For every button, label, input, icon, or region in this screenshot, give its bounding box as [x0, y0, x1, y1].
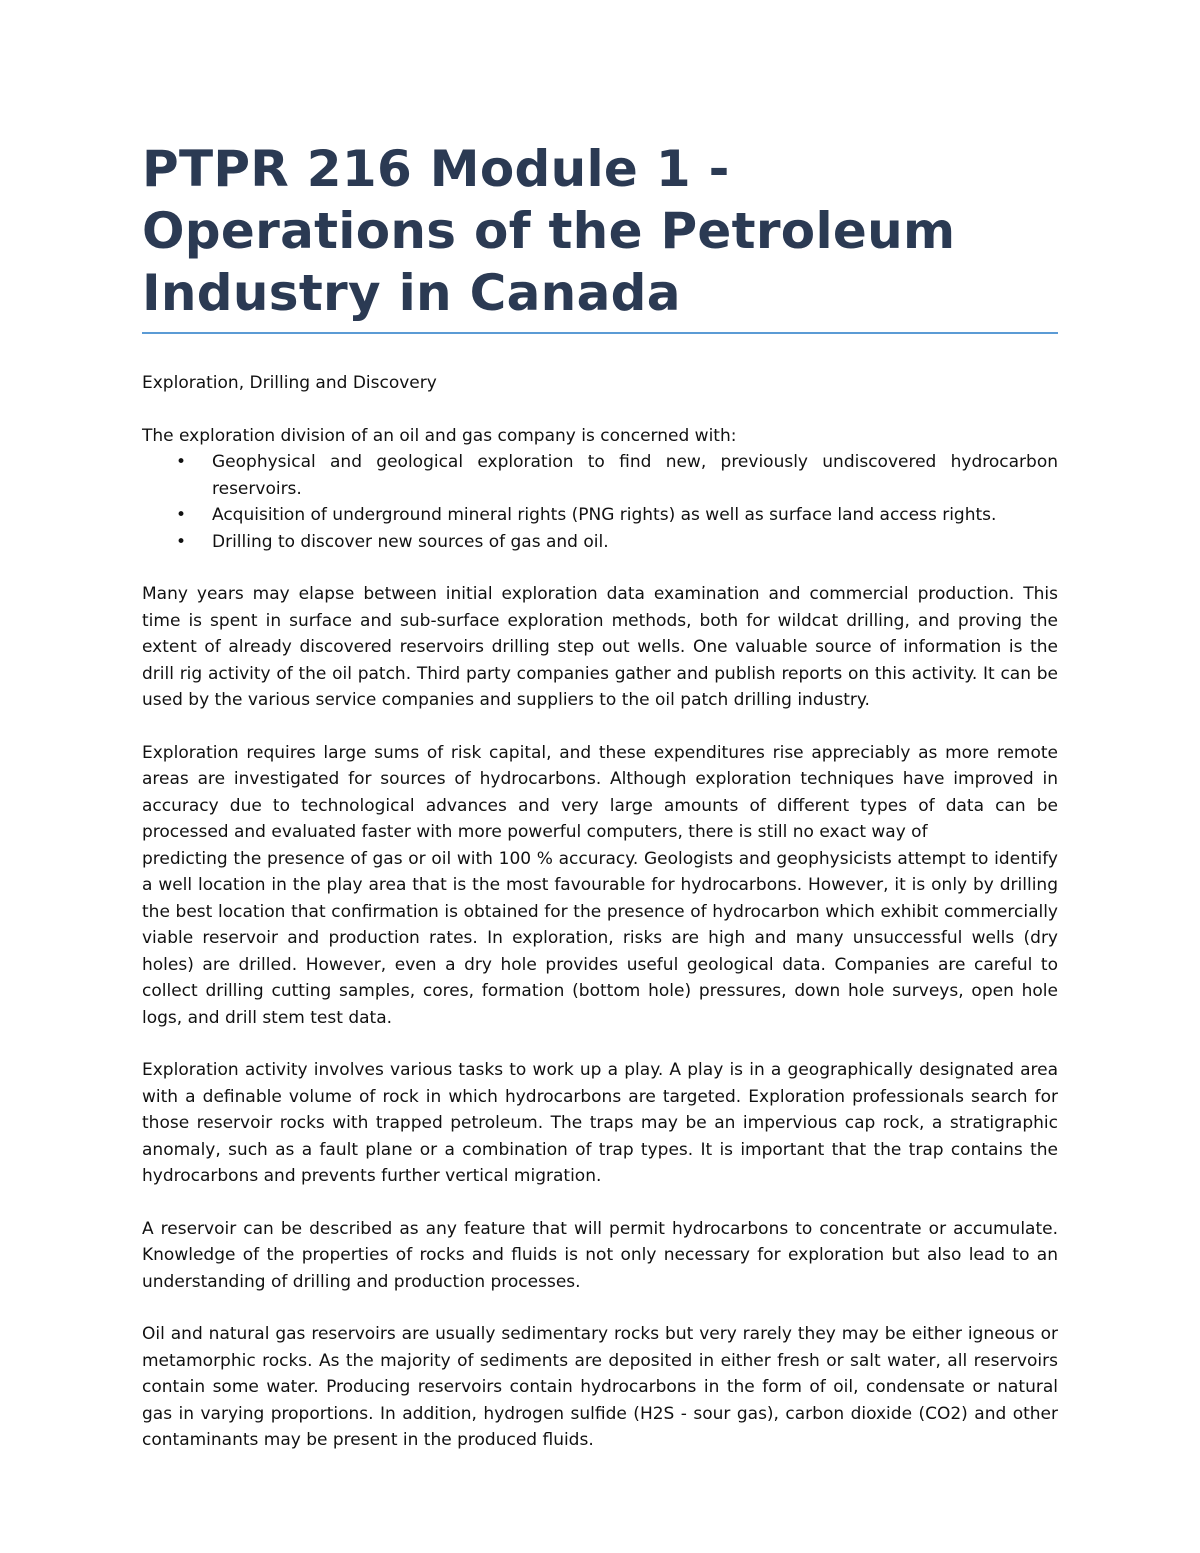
list-item [142, 449, 1058, 502]
paragraph: Exploration activity involves various tasks to work up a play. A play is in a geographically designated area with a definable volume of rock in which hydrocarbons are targeted. Exploration professionals search for those reservoir rocks with trapped petroleum. The traps may be an impervious cap rock, a stratigraphic anomaly, such as a fault plane or a combination of trap types. It is important that the trap contains the hydrocarbons and prevents further vertical migration. [142, 1060, 1058, 1186]
bullet-text: Geophysical and geological exploration to find new, previously undiscovered hydrocarbon reservoirs. [212, 452, 1058, 499]
paragraph: Many years may elapse between initial exploration data examination and commercial production. This time is spent in surface and sub-surface exploration methods, both for wildcat drilling, and proving the extent of already discovered reservoirs drilling step out wells. One valuable source of information is the drill rig activity of the oil patch. Third party companies gather and publish reports on this activity. It can be used by the various service companies and suppliers to the oil patch drilling industry. [142, 584, 1058, 710]
bullet-list [142, 449, 1058, 555]
bullet-icon: • [176, 505, 187, 525]
paragraph: Oil and natural gas reservoirs are usually sedimentary rocks but very rarely they may be either igneous or metamorphic rocks. As the majority of sediments are deposited in either fresh or salt water, all reservoirs contain some water. Producing reservoirs contain hydrocarbons in the form of oil, condensate or natural gas in varying proportions. In addition, hydrogen sulfide (H2S - sour gas), carbon dioxide (CO2) and other contaminants may be present in the produced fluids. [142, 1324, 1058, 1450]
list-item [142, 502, 1058, 529]
intro-text: The exploration division of an oil and gas company is concerned with: [142, 425, 737, 446]
bullet-text: Drilling to discover new sources of gas and oil. [212, 531, 609, 552]
bullet-text: Acquisition of underground mineral rights (PNG rights) as well as surface land access rights. [212, 505, 997, 525]
paragraph-part: Exploration requires large sums of risk capital, and these expenditures rise appreciably as more remote areas are investigated for sources of hydrocarbons. Although exploration techniques have improved in accuracy due to technological advances and very large amounts of different types of data can be processed and evaluated faster with more powerful computers, there is still no exact way of [142, 742, 1058, 842]
bullet-icon: • [176, 452, 187, 472]
paragraph-part: predicting the presence of gas or oil with 100 % accuracy. Geologists and geophysicists attempt to identify a well location in the play area that is the most favourable for hydrocarbons. However, it is only by drilling the best location that confirmation is obtained for the presence of hydrocarbon which exhibit commercially viable reservoir and production rates. In exploration, risks are high and many unsuccessful wells (dry holes) are drilled. However, even a dry hole provides useful geological data. Companies are careful to collect drilling cutting samples, cores, formation (bottom hole) pressures, down hole surveys, open hole logs, and drill stem test data. [142, 848, 1058, 1028]
title-underline-rule [142, 332, 1058, 334]
bullet-icon: • [176, 531, 187, 552]
list-item [142, 529, 1058, 556]
paragraph: A reservoir can be described as any feature that will permit hydrocarbons to concentrate or accumulate. Knowledge of the properties of rocks and fluids is not only necessary for exploration but also lead to an understanding of drilling and production processes. [142, 1218, 1058, 1292]
section-heading: Exploration, Drilling and Discovery [142, 373, 437, 393]
document-page [142, 138, 1058, 1454]
paragraph [142, 740, 1058, 1032]
document-title: PTPR 216 Module 1 - Operations of the Petroleum Industry in Canada [142, 140, 956, 322]
